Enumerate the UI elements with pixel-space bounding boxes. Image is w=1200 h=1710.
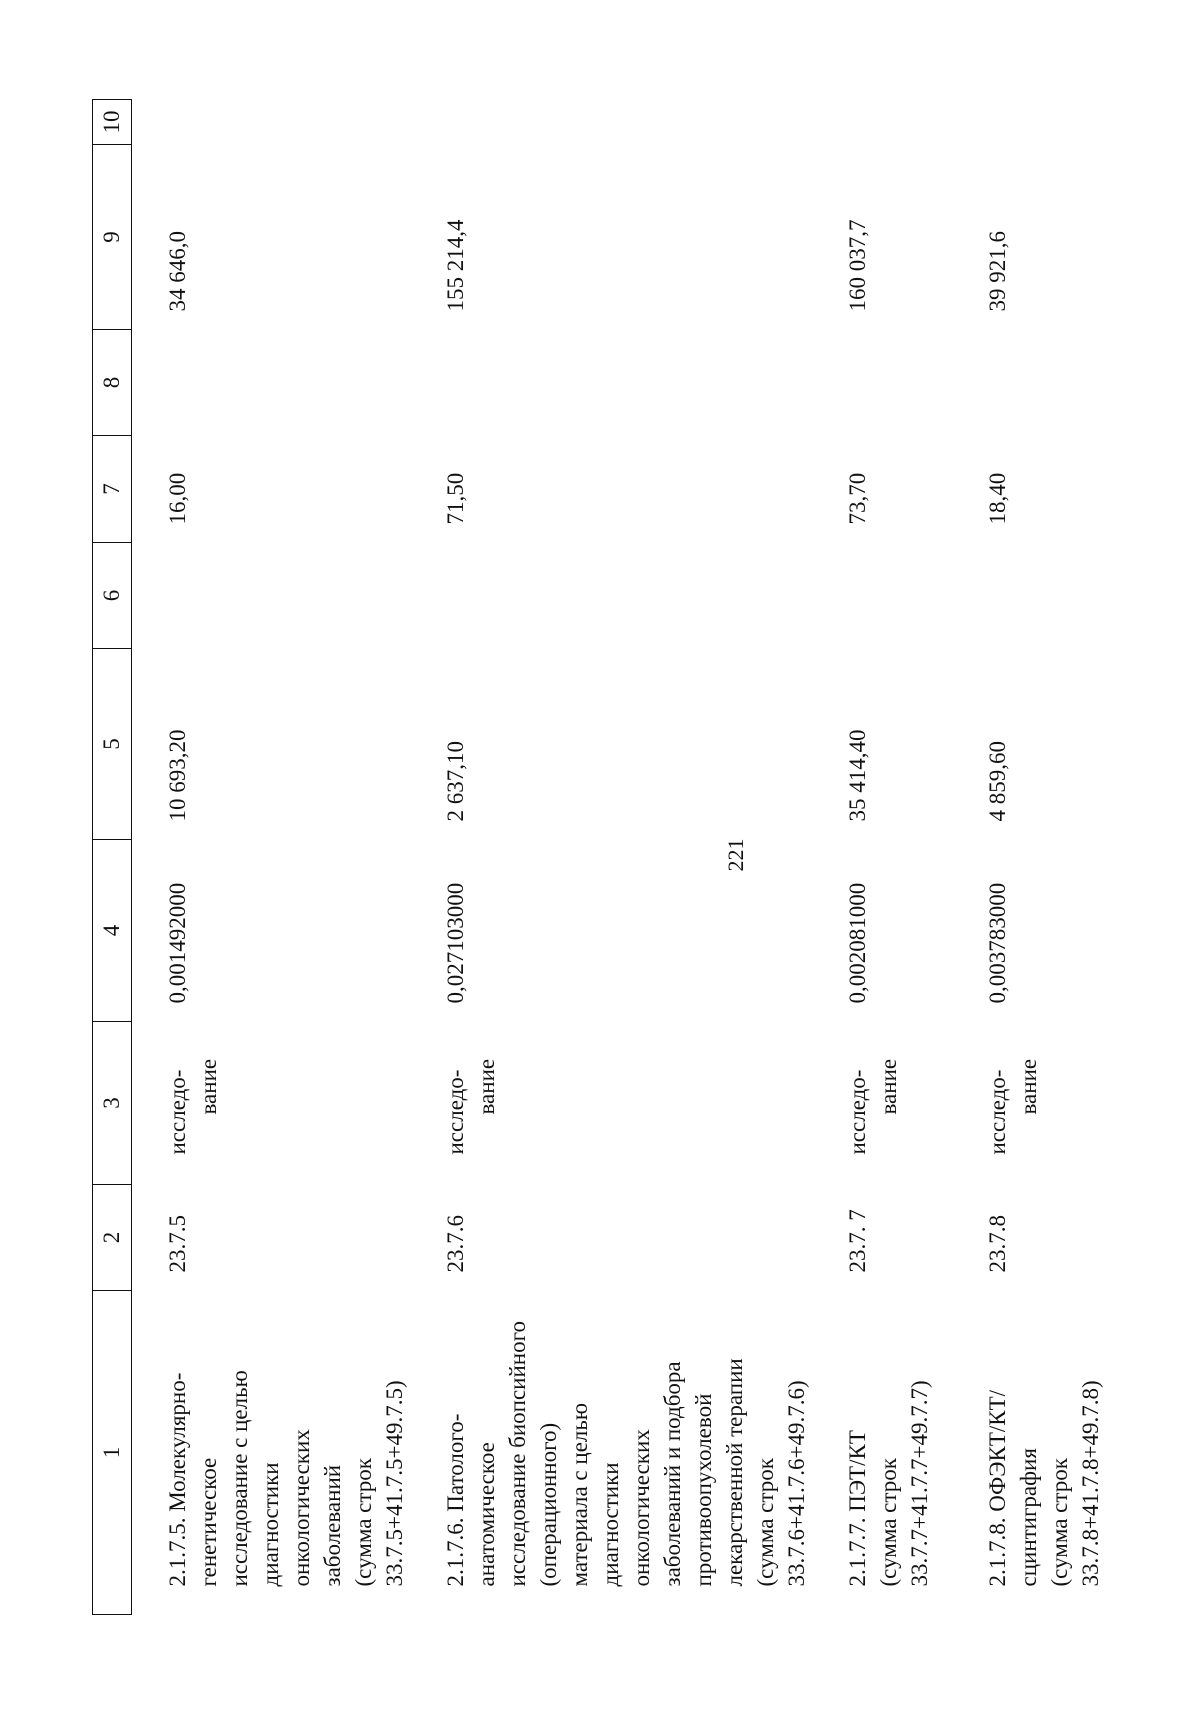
row-name-line: противоопухолевой — [691, 1393, 716, 1587]
row-name-cell — [952, 1291, 1132, 1615]
row-value-cell-c7: 16,00 — [165, 472, 190, 525]
column-header: 2 — [93, 1185, 132, 1291]
row-value-cell-c6 — [952, 543, 1132, 649]
row-value-cell-c5: 10 693,20 — [165, 729, 190, 822]
column-header: 8 — [93, 330, 132, 436]
table-row — [952, 100, 1132, 1615]
row-value-cell-c4: 0,001492000 — [165, 882, 190, 1004]
column-header: 6 — [93, 543, 132, 649]
row-name-line: (сумма строк — [1047, 1458, 1072, 1587]
row-unit-line: вание — [474, 1058, 499, 1115]
column-header: 5 — [93, 649, 132, 840]
row-value-cell-c7: 18,40 — [985, 472, 1010, 525]
row-name-line: диагностики — [598, 1462, 623, 1587]
row-code-cell: 23.7.8 — [985, 1215, 1010, 1273]
row-name-line: 33.7.8+41.7.8+49.7.8) — [1078, 1380, 1103, 1587]
row-unit-line: вание — [1016, 1058, 1041, 1115]
row-value-cell-c8 — [952, 330, 1132, 436]
row-code-cell: 23.7. 7 — [845, 1209, 870, 1273]
table-row — [132, 100, 411, 1615]
page-number: 221 — [723, 838, 748, 872]
table-row — [410, 100, 812, 1615]
row-code-cell: 23.7.5 — [165, 1215, 190, 1273]
row-value-cell-c8 — [410, 330, 812, 436]
column-header: 3 — [93, 1022, 132, 1185]
row-value-cell-c9: 34 646,0 — [165, 231, 190, 312]
row-name-cell — [410, 1291, 812, 1615]
row-value-cell-c8 — [132, 330, 411, 436]
row-value-cell-c6 — [812, 543, 952, 649]
row-name-line: заболеваний и подбора — [660, 1361, 685, 1587]
row-unit-line: исследо- — [985, 1069, 1010, 1155]
row-code-cell: 23.7.6 — [443, 1215, 468, 1273]
row-name-line: диагностики — [258, 1462, 283, 1587]
row-name-line: 33.7.7+41.7.7+49.7.7) — [907, 1380, 932, 1587]
row-value-cell-c10 — [132, 100, 411, 145]
row-unit-line: исследо- — [165, 1069, 190, 1155]
row-name-line: (сумма строк — [876, 1458, 901, 1587]
row-value-cell-c9: 160 037,7 — [845, 219, 870, 312]
column-header: 9 — [93, 145, 132, 330]
row-value-cell-c6 — [410, 543, 812, 649]
row-value-cell-c7: 73,70 — [845, 472, 870, 525]
row-name-line: 2.1.7.8. ОФЭКТ/КТ/ — [985, 1389, 1010, 1587]
row-name-line: (сумма строк — [351, 1458, 376, 1587]
row-name-line: 33.7.6+41.7.6+49.7.6) — [784, 1380, 809, 1587]
row-name-cell — [132, 1291, 411, 1615]
row-name-line: материала с целью — [567, 1402, 592, 1587]
column-header: 7 — [93, 436, 132, 543]
row-name-line: лекарственной терапии — [722, 1358, 747, 1587]
row-name-line: 2.1.7.5. Молекулярно- — [165, 1372, 190, 1587]
row-name-line: исследование биопсийного — [505, 1321, 530, 1587]
row-name-cell — [812, 1291, 952, 1615]
row-name-line: 33.7.5+41.7.5+49.7.5) — [382, 1380, 407, 1587]
row-value-cell-c4: 0,002081000 — [845, 882, 870, 1004]
row-name-line: генетическое — [196, 1457, 221, 1587]
row-unit-line: исследо- — [443, 1069, 468, 1155]
row-value-cell-c10 — [410, 100, 812, 145]
row-value-cell-c8 — [812, 330, 952, 436]
row-name-line: сцинтиграфия — [1016, 1448, 1041, 1587]
data-table — [92, 99, 1132, 1615]
row-unit-line: вание — [196, 1058, 221, 1115]
row-value-cell-c5: 2 637,10 — [443, 741, 468, 822]
row-value-cell-c5: 35 414,40 — [845, 729, 870, 822]
row-value-cell-c9: 155 214,4 — [443, 219, 468, 312]
row-unit-cell — [952, 1022, 1132, 1185]
row-value-cell-c4: 0,003783000 — [985, 882, 1010, 1004]
row-name-line: (операционного) — [536, 1422, 561, 1587]
row-value-cell-c10 — [952, 100, 1132, 145]
row-unit-line: вание — [876, 1058, 901, 1115]
row-value-cell-c10 — [812, 100, 952, 145]
column-header: 1 — [93, 1291, 132, 1615]
row-unit-cell — [812, 1022, 952, 1185]
row-name-line: 2.1.7.6. Патолого- — [443, 1413, 468, 1587]
row-name-line: онкологических — [289, 1429, 314, 1587]
row-value-cell-c5: 4 859,60 — [985, 741, 1010, 822]
column-header: 10 — [93, 100, 132, 145]
header-row — [93, 100, 132, 1615]
row-unit-cell — [410, 1022, 812, 1185]
row-value-cell-c4: 0,027103000 — [443, 882, 468, 1004]
rotated-table-container — [92, 100, 1142, 1615]
row-name-line: заболеваний — [320, 1464, 345, 1587]
row-name-line: 2.1.7.7. ПЭТ/КТ — [845, 1430, 870, 1587]
row-value-cell-c6 — [132, 543, 411, 649]
row-unit-line: исследо- — [845, 1069, 870, 1155]
column-header: 4 — [93, 840, 132, 1022]
row-name-line: анатомическое — [474, 1442, 499, 1587]
row-name-line: исследование с целью — [227, 1370, 252, 1587]
row-name-line: (сумма строк — [753, 1458, 778, 1587]
row-value-cell-c9: 39 921,6 — [985, 231, 1010, 312]
table-row — [812, 100, 952, 1615]
row-unit-cell — [132, 1022, 411, 1185]
row-value-cell-c7: 71,50 — [443, 472, 468, 525]
row-name-line: онкологических — [629, 1429, 654, 1587]
